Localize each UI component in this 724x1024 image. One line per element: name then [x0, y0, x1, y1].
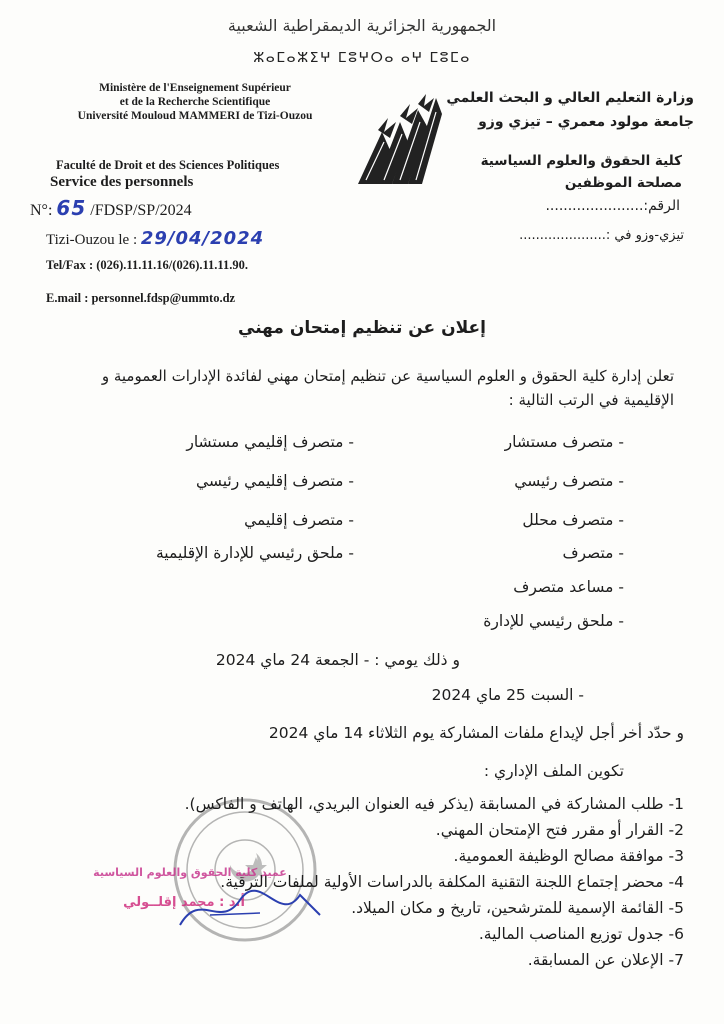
rank-left-item: - متصرف إقليمي	[244, 511, 354, 529]
file-item: 1- طلب المشاركة في المسابقة (يذكر فيه العنوان البريدي، الهاتف و الفاكس).	[184, 795, 684, 813]
dean-stamp-name: أ.د : محمد إقلــولي	[123, 895, 245, 910]
handwritten-date: 29/04/2024	[140, 228, 265, 249]
faculty-name-fr: Faculté de Droit et des Sciences Politiques	[56, 158, 280, 172]
signature-icon	[170, 885, 330, 935]
deadline-line: و حدّد أخر أجل لإيداع ملفات المشاركة يوم الثلاثاء 14 ماي 2024	[268, 724, 684, 742]
rank-right-item: - متصرف محلل	[522, 511, 624, 529]
date-prefix: Tizi-Ouzou le :	[46, 232, 138, 248]
rank-right-item: - ملحق رئيسي للإدارة	[483, 612, 624, 630]
file-item: 5- القائمة الإسمية للمترشحين، تاريخ و مكان الميلاد.	[351, 899, 684, 917]
file-title: تكوين الملف الإداري :	[483, 762, 624, 780]
announcement-title: إعلان عن تنظيم إمتحان مهني	[238, 318, 486, 338]
rank-left-item: - متصرف إقليمي مستشار	[186, 433, 354, 451]
rank-left-item: - متصرف إقليمي رئيسي	[195, 472, 354, 490]
issue-date	[46, 228, 264, 249]
file-item: 2- القرار أو مقرر فتح الإمتحان المهني.	[435, 821, 684, 839]
faculty-name-ar: كلية الحقوق والعلوم السياسية	[480, 153, 682, 169]
republic-header-tifinagh: ⵣⴰⵎⴰⵣⵉⵖ ⵎⵓⵖⵔⴰ ⴰⵖ ⵎⵓⵎⴰ	[253, 50, 471, 66]
file-item: 4- محضر إجتماع اللجنة التقنية المكلفة بالدراسات الأولية لملفات الترقية.	[220, 873, 684, 891]
file-item: 7- الإعلان عن المسابقة.	[527, 951, 684, 969]
ministry-line-1: Ministère de l'Enseignement Supérieur	[99, 82, 291, 94]
reference-ar: الرقم:......................	[545, 198, 680, 214]
ministry-block-ar	[434, 86, 694, 134]
city-date-ar: تيزي-وزو في :.....................	[519, 228, 684, 243]
handwritten-number: 65	[56, 196, 87, 220]
number-suffix: /FDSP/SP/2024	[90, 202, 192, 219]
number-prefix: N°:	[30, 202, 53, 219]
rank-right-item: - مساعد متصرف	[513, 578, 624, 596]
rank-right-item: - متصرف	[562, 544, 624, 562]
exam-day-two: - السبت 25 ماي 2024	[431, 686, 584, 704]
announcement-intro: تعلن إدارة كلية الحقوق و العلوم السياسية عن تنظيم إمتحان مهني لفائدة الإدارات العمومية و الإقليمية في الرتب التالية :	[101, 367, 674, 409]
reference-number	[30, 196, 192, 220]
ministry-line-ar: وزارة التعليم العالي و البحث العلمي	[446, 90, 694, 106]
email-address: E.mail : personnel.fdsp@ummto.dz	[46, 291, 236, 305]
tel-fax: Tel/Fax : (026).11.11.16/(026).11.11.90.	[46, 258, 248, 272]
ministry-block-fr	[60, 81, 330, 123]
rank-right-item: - متصرف رئيسي	[514, 472, 624, 490]
rank-right-item: - متصرف مستشار	[504, 433, 624, 451]
exam-days-line: و ذلك يومي : - الجمعة 24 ماي 2024	[215, 651, 460, 669]
dean-stamp-title: عميد كلية الحقوق والعلوم السياسية	[93, 866, 287, 879]
faculty-block-ar	[442, 150, 682, 194]
ministry-line-2: et de la Recherche Scientifique	[119, 96, 271, 108]
service-name-ar: مصلحة الموظفين	[564, 175, 682, 191]
file-item: 6- جدول توزيع المناصب المالية.	[478, 925, 684, 943]
university-line-ar: جامعة مولود معمري – تيزي وزو	[478, 114, 694, 130]
service-name-fr: Service des personnels	[50, 174, 194, 190]
university-line: Université Mouloud MAMMERI de Tizi-Ouzou	[77, 110, 313, 122]
file-item: 3- موافقة مصالح الوظيفة العمومية.	[453, 847, 684, 865]
university-logo-icon	[348, 92, 444, 192]
republic-header-ar: الجمهورية الجزائرية الديمقراطية الشعبية	[227, 16, 497, 35]
rank-left-item: - ملحق رئيسي للإدارة الإقليمية	[156, 544, 354, 562]
